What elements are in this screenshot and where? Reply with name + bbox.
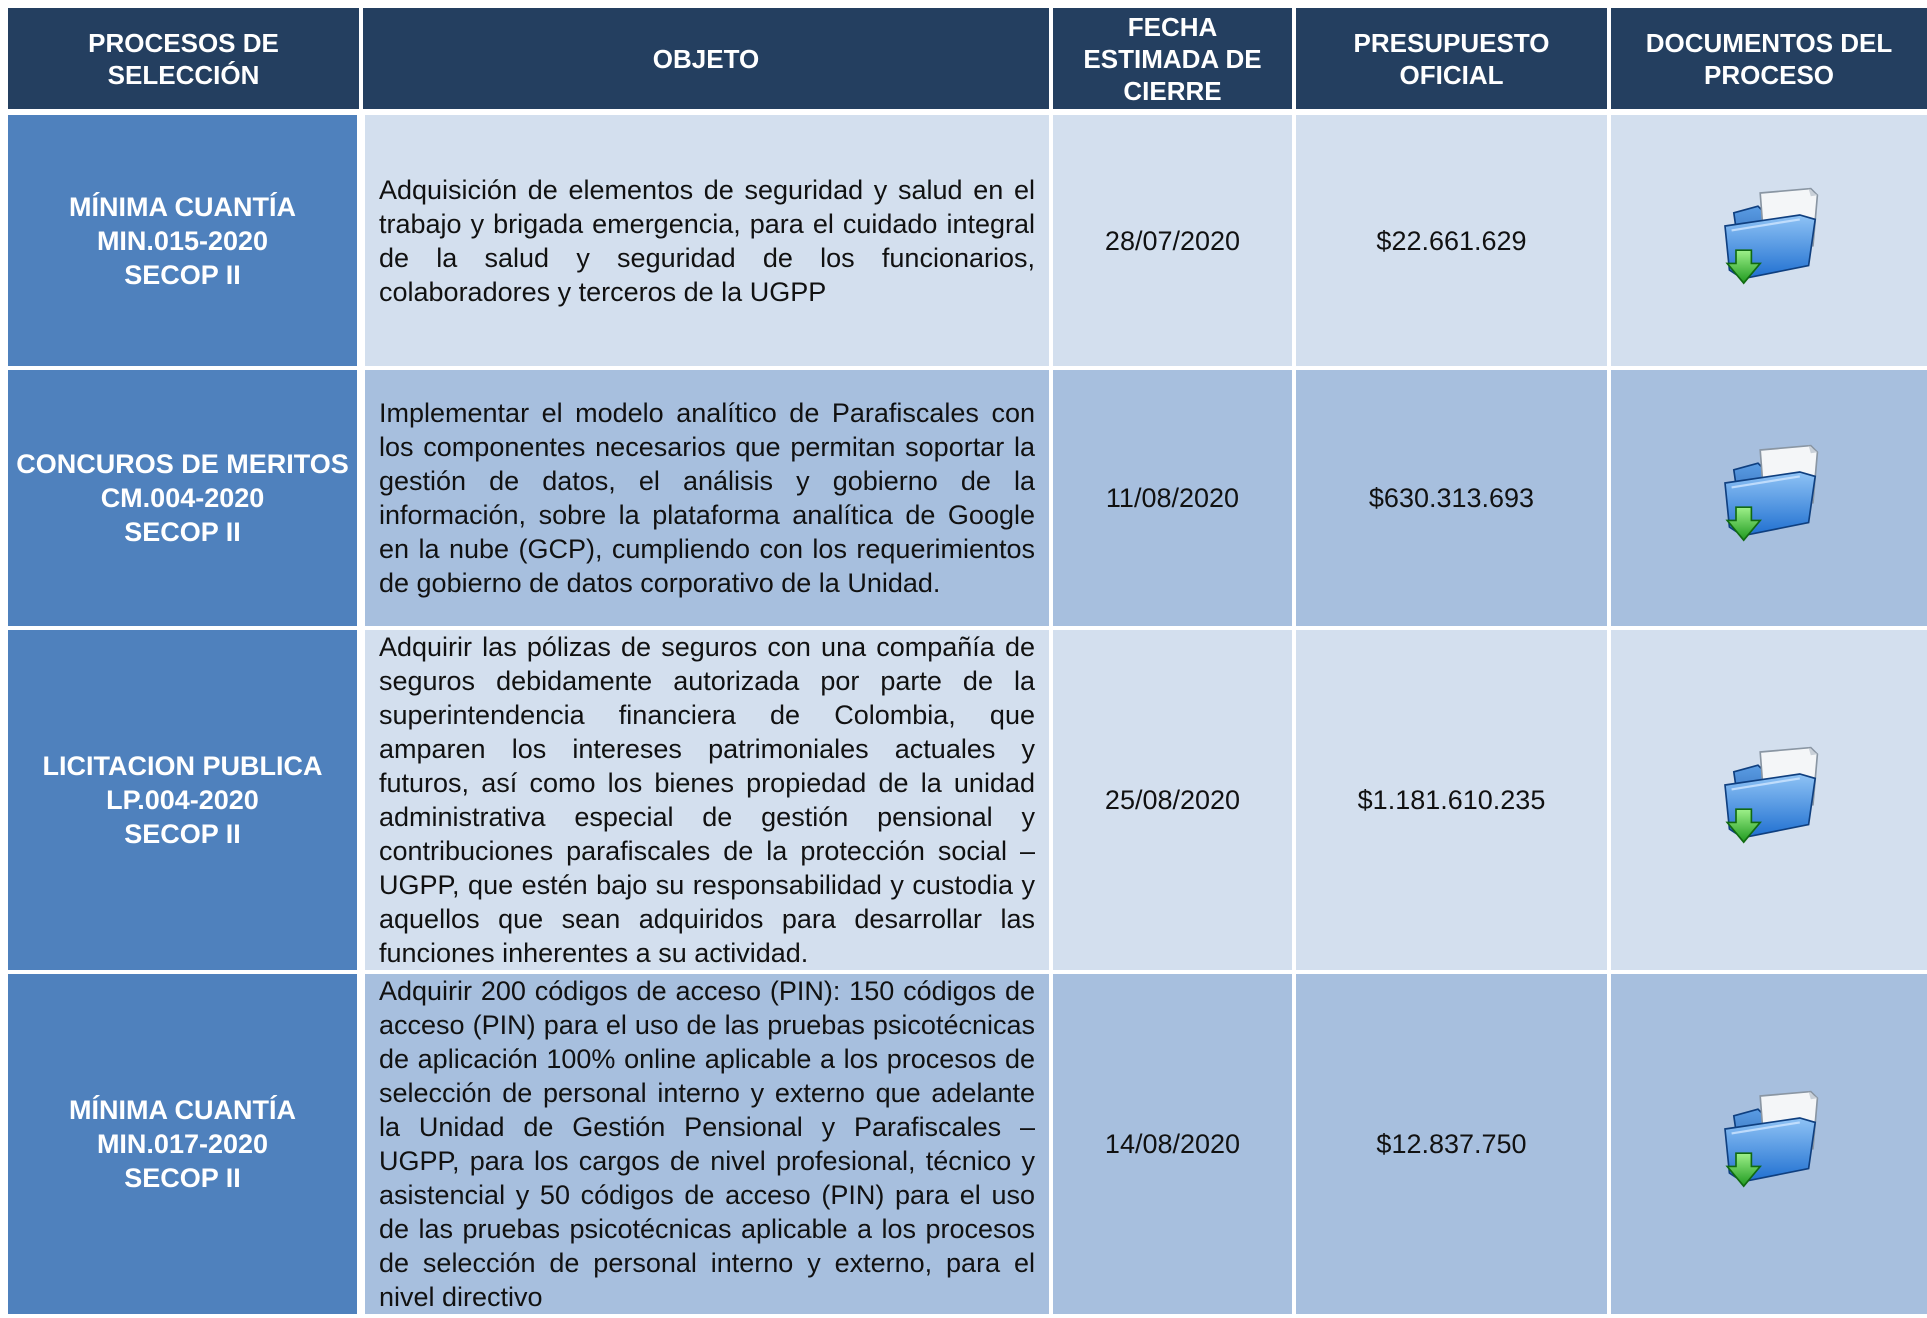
process-code: MIN.017-2020 [96, 1129, 269, 1159]
folder-download-icon[interactable] [1714, 741, 1824, 859]
objeto-cell: Adquisición de elementos de seguridad y salud en el trabajo y brigada emergencia, para el cuidado integral de la salud y seguridad de los funcionarios, colaboradores y terceros de la UGPP [361, 112, 1051, 368]
documentos-cell [1609, 972, 1927, 1316]
process-cell [8, 368, 361, 628]
header-documentos: DOCUMENTOS DEL PROCESO [1609, 8, 1927, 112]
fecha-cell: 11/08/2020 [1051, 368, 1294, 628]
header-presupuesto: PRESUPUESTO OFICIAL [1294, 8, 1609, 112]
fecha-cell: 25/08/2020 [1051, 628, 1294, 972]
fecha-cell: 28/07/2020 [1051, 112, 1294, 368]
table-row [8, 368, 1927, 628]
process-platform: SECOP II [124, 1163, 241, 1193]
process-cell [8, 628, 361, 972]
presupuesto-cell: $12.837.750 [1294, 972, 1609, 1316]
process-cell [8, 112, 361, 368]
procurement-table [8, 8, 1927, 1318]
documentos-cell [1609, 112, 1927, 368]
process-code: CM.004-2020 [100, 483, 265, 513]
process-cell [8, 972, 361, 1316]
folder-download-icon[interactable] [1714, 1085, 1824, 1203]
presupuesto-cell: $1.181.610.235 [1294, 628, 1609, 972]
table-header-row [8, 8, 1927, 112]
presupuesto-cell: $630.313.693 [1294, 368, 1609, 628]
procurement-table-container [8, 8, 1927, 1318]
process-type: MÍNIMA CUANTÍA [69, 191, 296, 222]
process-type: CONCUROS DE MERITOS [16, 449, 349, 479]
header-fecha: FECHA ESTIMADA DE CIERRE [1051, 8, 1294, 112]
process-platform: SECOP II [124, 517, 241, 547]
process-type: MÍNIMA CUANTÍA [69, 1095, 296, 1125]
folder-download-icon[interactable] [1714, 439, 1824, 557]
folder-download-icon[interactable] [1714, 182, 1824, 300]
objeto-cell: Implementar el modelo analítico de Parafiscales con los componentes necesarios que permitan soportar la gestión de datos, el análisis y gobierno de la información, sobre la plataforma analítica de Google en la nube (GCP), cumpliendo con los requerimientos de gobierno de datos corporativo de la Unidad. [361, 368, 1051, 628]
documentos-cell [1609, 368, 1927, 628]
table-row [8, 628, 1927, 972]
objeto-cell: Adquirir 200 códigos de acceso (PIN): 150 códigos de acceso (PIN) para el uso de las pruebas psicotécnicas de aplicación 100% online aplicable a los procesos de selección de personal interno y externo que adelante la Unidad de Gestión Pensional y Parafiscales – UGPP, para los cargos de nivel profesional, técnico y asistencial y 50 códigos de acceso (PIN) para el uso de las pruebas psicotécnicas aplicable a los procesos de selección de personal interno y externo, para el nivel directivo [361, 972, 1051, 1316]
table-row [8, 112, 1927, 368]
documentos-cell [1609, 628, 1927, 972]
presupuesto-cell: $22.661.629 [1294, 112, 1609, 368]
process-platform: SECOP II [124, 819, 241, 849]
objeto-cell: Adquirir las pólizas de seguros con una compañía de seguros debidamente autorizada por parte de la superintendencia financiera de Colombia, que amparen los intereses patrimoniales actuales y futuros, así como los bienes propiedad de la unidad administrativa especial de gestión pensional y contribuciones parafiscales de la protección social – UGPP, que estén bajo su responsabilidad y custodia y aquellos que sean adquiridos para desarrollar las funciones inherentes a su actividad. [361, 628, 1051, 972]
fecha-cell: 14/08/2020 [1051, 972, 1294, 1316]
process-code: LP.004-2020 [106, 785, 259, 815]
header-objeto: OBJETO [361, 8, 1051, 112]
header-procesos: PROCESOS DE SELECCIÓN [8, 8, 361, 112]
process-type: LICITACION PUBLICA [42, 751, 323, 781]
process-code: MIN.015-2020 [96, 225, 269, 256]
process-platform: SECOP II [124, 259, 241, 290]
table-row [8, 972, 1927, 1316]
